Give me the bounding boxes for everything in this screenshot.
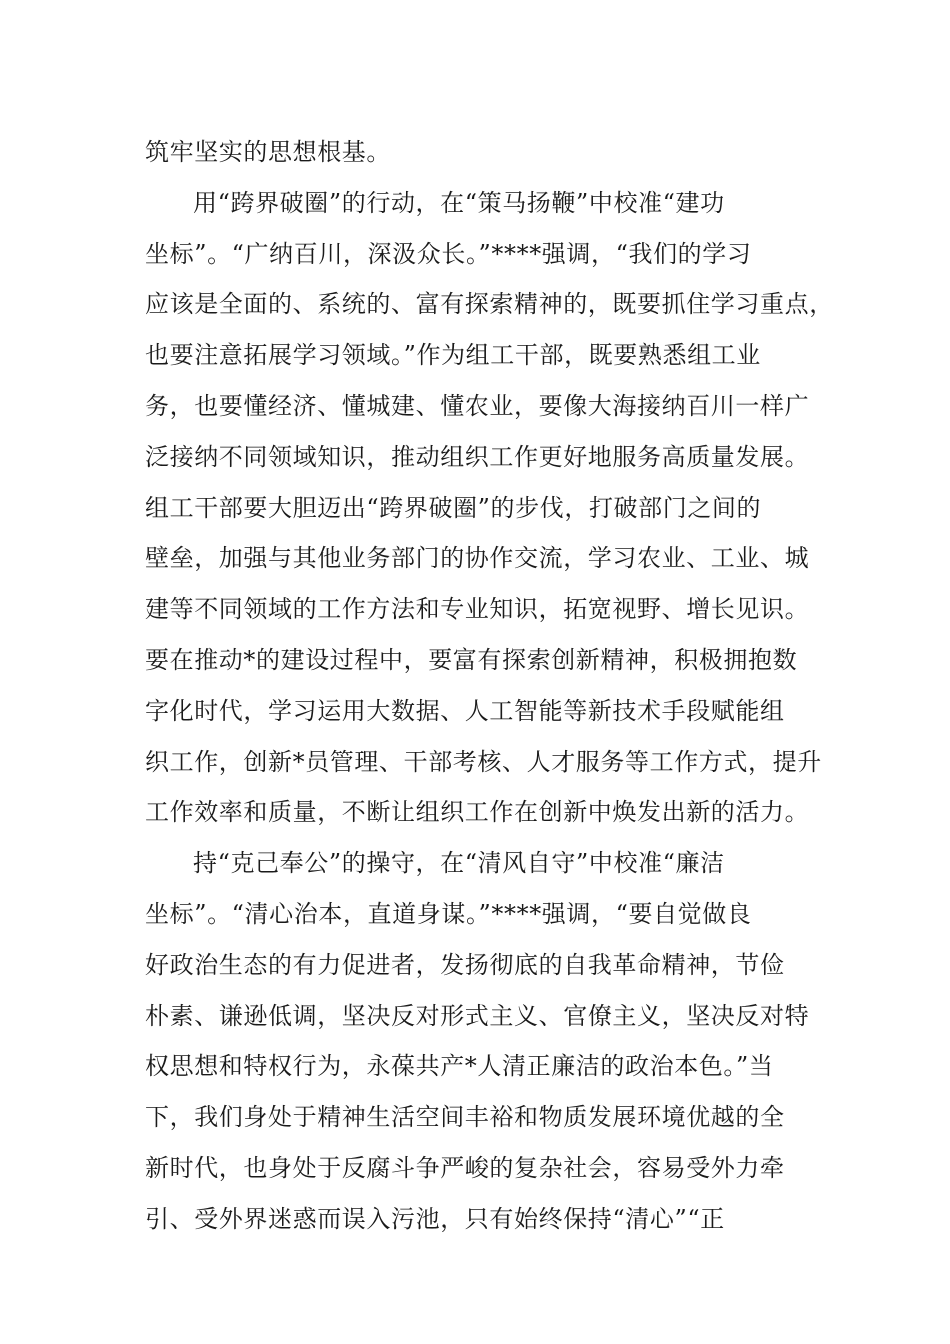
text-line: 下，我们身处于精神生活空间丰裕和物质发展环境优越的全 (145, 1103, 785, 1132)
text-line: 建等不同领域的工作方法和专业知识，拓宽视野、增长见识。 (145, 595, 810, 624)
paragraph-start-line: 持“克己奉公”的操守，在“清风自守”中校准“廉洁 (193, 849, 725, 878)
text-line: 工作效率和质量，不断让组织工作在创新中焕发出新的活力。 (145, 798, 810, 827)
text-line: 引、受外界迷惑而误入污池，只有始终保持“清心”“正 (145, 1204, 725, 1233)
text-line: 要在推动*的建设过程中，要富有探索创新精神，积极拥抱数 (145, 645, 798, 674)
text-line: 泛接纳不同领域知识，推动组织工作更好地服务高质量发展。 (145, 442, 810, 471)
body-text (145, 127, 834, 1245)
text-line: 朴素、谦逊低调，坚决反对形式主义、官僚主义，坚决反对特 (145, 1001, 810, 1030)
text-line: 应该是全面的、系统的、富有探索精神的，既要抓住学习重点， (145, 290, 834, 319)
text-line: 组工干部要大胆迈出“跨界破圈”的步伐，打破部门之间的 (145, 493, 762, 522)
text-line: 坐标”。“广纳百川，深汲众长。”****强调，“我们的学习 (145, 239, 752, 268)
text-line: 坐标”。“清心治本，直道身谋。”****强调，“要自觉做良 (145, 899, 752, 928)
paragraph-start-line: 用“跨界破圈”的行动，在“策马扬鞭”中校准“建功 (193, 188, 725, 217)
text-line: 壁垒，加强与其他业务部门的协作交流，学习农业、工业、城 (145, 544, 810, 573)
text-line: 字化时代，学习运用大数据、人工智能等新技术手段赋能组 (145, 696, 785, 725)
text-line: 权思想和特权行为，永葆共产*人清正廉洁的政治本色。”当 (145, 1052, 774, 1081)
text-line: 务，也要懂经济、懂城建、懂农业，要像大海接纳百川一样广 (145, 391, 810, 420)
text-line: 好政治生态的有力促进者，发扬彻底的自我革命精神，节俭 (145, 950, 785, 979)
text-line: 新时代，也身处于反腐斗争严峻的复杂社会，容易受外力牵 (145, 1153, 785, 1182)
text-line: 筑牢坚实的思想根基。 (145, 138, 391, 166)
text-line: 也要注意拓展学习领域。”作为组工干部，既要熟悉组工业 (145, 341, 761, 370)
text-line: 织工作，创新*员管理、干部考核、人才服务等工作方式，提升 (145, 747, 822, 776)
